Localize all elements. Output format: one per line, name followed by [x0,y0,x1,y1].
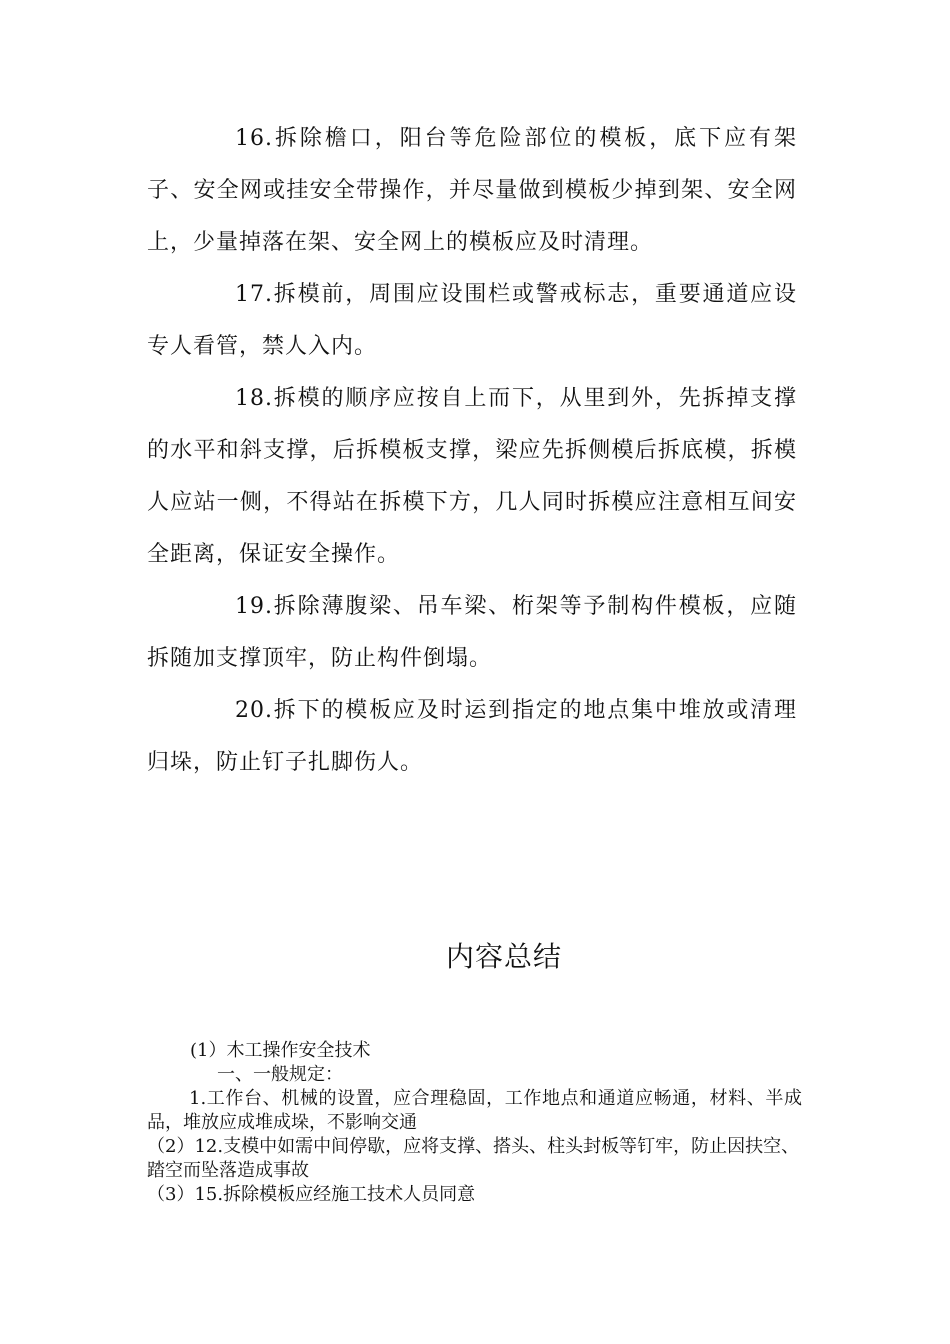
body-text [147,113,797,789]
paragraph-18: 18.拆模的顺序应按自上而下，从里到外，先拆掉支撑的水平和斜支撑，后拆模板支撑，梁应先拆侧模后拆底模，拆模人应站一侧，不得站在拆模下方，几人同时拆模应注意相互间安全距离，保证安全操作。 [147,386,797,567]
paragraph-20: 20.拆下的模板应及时运到指定的地点集中堆放或清理归垛，防止钉子扎脚伤人。 [147,698,797,775]
summary-section [147,1039,802,1207]
summary-line-2: 一、一般规定： [217,1064,343,1085]
summary-line-4: （2）12.支模中如需中间停歇，应将支撑、搭头、柱头封板等钉牢，防止因扶空、踏空而坠落造成事故 [147,1136,800,1181]
summary-line-1: (1）木工操作安全技术 [190,1040,371,1061]
summary-line-5: （3）15.拆除模板应经施工技术人员同意 [147,1184,476,1205]
summary-line-3: 1.工作台、机械的设置，应合理稳固，工作地点和通道应畅通，材料、半成品，堆放应成堆成垛，不影响交通 [147,1088,802,1133]
paragraph-16: 16.拆除檐口，阳台等危险部位的模板，底下应有架子、安全网或挂安全带操作，并尽量做到模板少掉到架、安全网上，少量掉落在架、安全网上的模板应及时清理。 [147,126,797,255]
paragraph-19: 19.拆除薄腹梁、吊车梁、桁架等予制构件模板，应随拆随加支撑顶牢，防止构件倒塌。 [147,594,797,671]
summary-title: 内容总结 [445,940,562,973]
paragraph-17: 17.拆模前，周围应设围栏或警戒标志，重要通道应设专人看管，禁人入内。 [147,282,797,359]
